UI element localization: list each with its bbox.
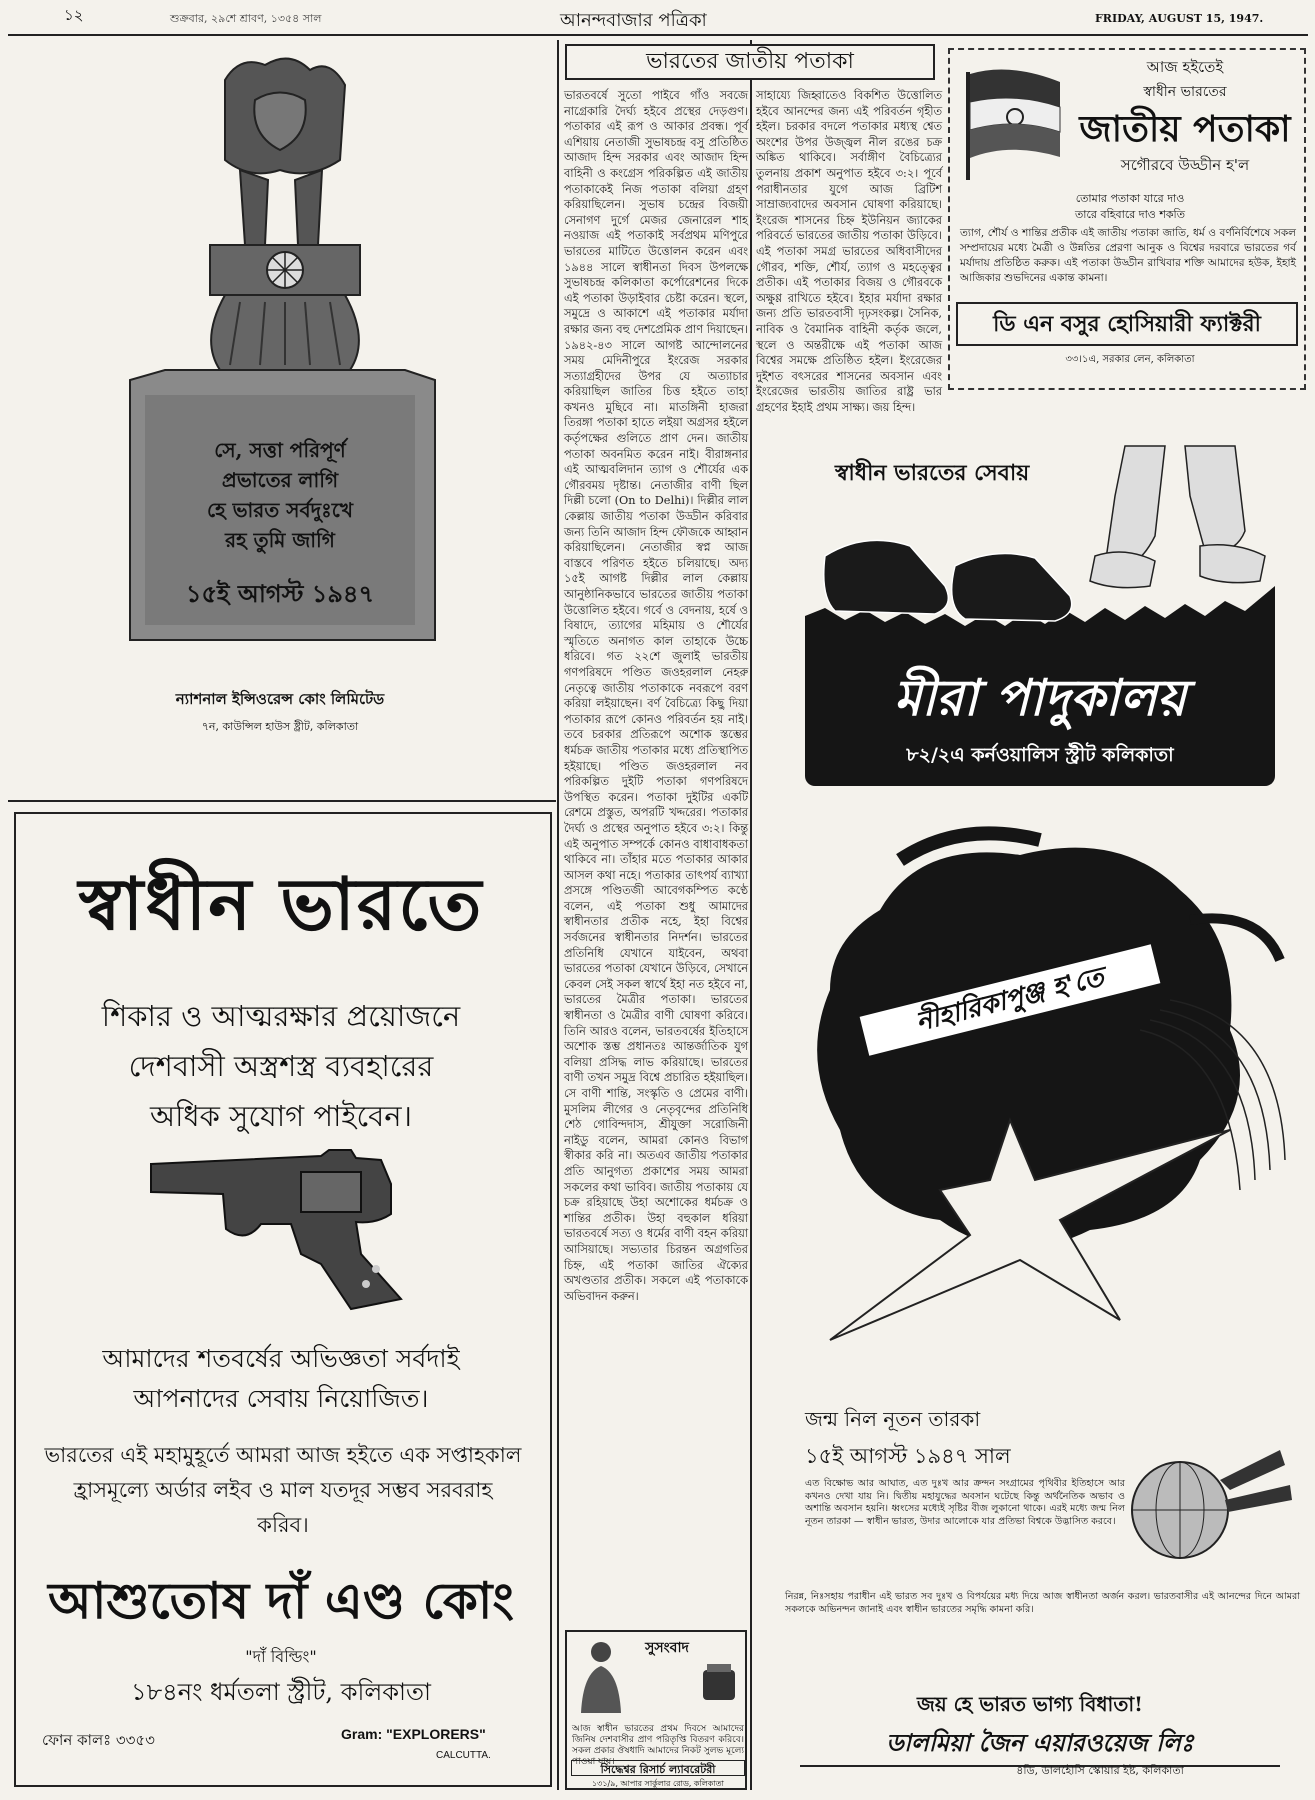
arms-dealer-ad <box>14 812 552 1787</box>
hosiery-address: ৩৩।১এ, সরকার লেন, কলিকাতা <box>1065 354 1195 365</box>
shoe-address: ৮২/২এ কর্নওয়ালিস স্ট্রীট কলিকাতা <box>906 744 1174 766</box>
dalmia-para-2: নিরন্ন, নিঃসহায় পরাধীন এই ভারত সব দুঃখ ও বিপর্যয়ের মধ্য দিয়ে আজ স্বাধীনতা অর্জন করল। ভারতবাসীর এই আনন্দের দিনে আমরা সকলকে অভিনন্দন জানাই এবং স্বাধীন ভারতের সমৃদ্ধি কামনা করি। <box>785 1591 1300 1615</box>
article-column-1: ভারতবর্ষে সুতো পাইবে গাঁও সবজে নাগ্রেকারি দৈর্ঘ্য হইবে প্রস্থের দেড়গুণ। পতাকার এই রূপ ও আকার প্রবন্ধ। পূর্ব এশিয়ায় নেতাজী সুভাষচন্দ্র বসু প্রতিষ্ঠিত আজাদ হিন্দ সরকার এবং আজাদ হিন্দ বাহিনী ও কংগ্রেস পরিকল্পিত এই জাতীয় পতাকাকেই নিজ পতাকা বলিয়া গ্রহণ করিয়াছিলেন। সুভাষ চন্দ্রের বিজয়ী সেনাগণ দুর্গে মেজর জেনারেল শাহ নওয়াজ এই পতাকাই সর্বপ্রথম মণিপুরে ভারতের মাটিতে উত্তোলন করেন এবং ১৯৪৪ সালে স্বাধীনতা দিবস উপলক্ষে সুভাষচন্দ্র কলিকাতা কর্পোরেশনের দিকে এই পতাকা উড়াইবার চেষ্টা করেন। স্থলে, সমুদ্রে ও আকাশে এই পতাকার মর্যাদা রক্ষার জন্য বহু দেশপ্রেমিক প্রাণ দিয়াছেন। ১৯৪২-৪৩ সালে আগষ্ট আন্দোলনের সময় মেদিনীপুরে ইংরেজ সরকার সত্যাগ্রহীদের উপর যে অত্যাচার করিয়াছিল জাতির চিত্ত হইতে তাহা কখনও মুছিবে না। মাতঙ্গিনী হাজরা তিরঙ্গা পতাকা হাতে লইয়া অগ্রসর হইলে কর্তৃপক্ষের গুলিতে প্রাণ দেন। জাতীয় পতাকা অবনমিত করেন নাই। বীরাঙ্গনার এই আত্মবলিদান ত্যাগ ও শৌর্যের এক গৌরবময় দৃষ্টান্ত। নেতাজীর বাণী ছিল দিল্লী চলো (On to Delhi)। দিল্লীর লাল কেল্লায় জাতীয় পতাকা উড্ডীন করিবার জন্য তিনি আজাদ হিন্দ ফৌজকে আহ্বান করিয়াছিলেন। নেতাজীর স্বপ্ন আজ বাস্তবে পরিণত হইতে চলিয়াছে। অদ্য ১৫ই আগষ্ট দিল্লীর লাল কেল্লায় আনুষ্ঠানিকভাবে ভারতের জাতীয় পতাকা উত্তোলিত হইবে। গর্বে ও বেদনায়, হর্ষে ও বিষাদে, ত্যাগের মহিমায় ও শৌর্যের স্মৃতিতে অনাগত কাল তাহাকে উচ্চে ধরিবে। গত ২২শে জুলাই ভারতীয় গণপরিষদে পণ্ডিত জওহরলাল নেহরু নেতৃত্বে জাতীয় পতাকাকে নবরূপে বরণ করিয়া লইয়াছেন। বর্ণ বৈচিত্র্যে কিছু দিয়া পতাকার রূপে কোনও পরিবর্তন হয় নাই। তবে চরকার প্রতিরূপে অশোক স্তম্ভের ধর্মচক্র জাতীয় পতাকার মধ্যে প্রতিস্থাপিত হইয়াছে। পণ্ডিত জওহরলাল নব পরিকল্পিত দুইটি পতাকা গণপরিষদে উপস্থিত করেন। পতাকা দুইটির একটি রেশমে প্রস্তুত, অপরটি খদ্দরের। পতাকার দৈর্ঘ্য ও প্রস্থের অনুপাত হইবে ৩:২। কিন্তু এই অনুপাত সম্পর্কে কোনও বাধাবাধকতা থাকিবে না। তাঁহার মতে পতাকার আকার আসল কথা নহে। পতাকার তাৎপর্য ব্যাখ্যা প্রসঙ্গে পণ্ডিতজী আবেগকম্পিত কণ্ঠে বলেন, এই পতাকা শুধু আমাদের স্বাধীনতার প্রতীক নহে, ইহা বিশ্বের সর্বজনের স্বাধীনতার নিদর্শন। ভারতের প্রতিনিধি যেখানে যাইবেন, অথবা ভারতের পতাকা যেখানে উড়িবে, সেখানে কেবল সেই সকল স্বার্থে ইহা নত হইবে না, ভারতের মৈত্রীর পতাকা। ভারতের স্বাধীনতা ও মৈত্রীর বাণী ঘোষণা করিবে। তিনি আরও বলেন, ভারতবর্ষের ইতিহাসে অশোক স্তম্ভ প্রধানতঃ আন্তর্জাতিক যুগ বলিয়া প্রসিদ্ধ লাভ করিয়াছে। ভারতের বাণী তখন সমুদ্র বিশ্বে প্রচারিত হইয়াছিল। সে বাণী শান্তি, সংস্কৃতি ও প্রেমের বাণী। মুসলিম লীগের ও নেতৃবৃন্দের প্রতিনিধি শেঠ গোবিন্দদাস, শ্রীযুক্তা সরোজিনী নাইডু বলেন, আমরা কোনও বিভাগ স্বীকার করি না। অতএব জাতীয় পতাকার প্রতি আনুগত্য প্রকাশের সময় আমরা সকলের কথা ভাবিব। জাতীয় পতাকায় যে চক্র রহিয়াছে উহা অশোকের ধর্মচক্র ও শান্তির প্রতীক। উহা বহুকাল ধরিয়া ভারতবর্ষে সত্য ও ধর্মের বাণী বহন করিয়া আসিয়াছে। সভ্যতার চিরন্তন অগ্রগতির চিহ্ন, এই পতাকা জাতির ঐক্যের অখণ্ডতার প্রতীক। সকলে এই পতাকাকে অভিবাদন করুন। <box>564 89 748 1303</box>
flag-ad-body: ত্যাগ, শৌর্য ও শান্তির প্রতীক এই জাতীয় পতাকা জাতি, ধর্ম ও বর্ণনির্বিশেষে সকল সম্প্রদায়ের মধ্যে মৈত্রী ও উন্নতির প্রেরণা আনুক ও বিশ্বের দরবারে ভারতের গর্ব মর্যাদায় প্রতিষ্ঠিত করুক। এই পতাকা উড্ডীন রাখিবার শক্তি আমাদের হউক, ইহাই আজিকার শুভদিনের একান্ত কামনা। <box>960 227 1296 284</box>
bengali-date: শুক্রবার, ২৯শে শ্রাবণ, ১৩৫৪ সাল <box>170 12 322 25</box>
plaque-line-2: প্রভাতের লাগি <box>221 468 339 492</box>
shoe-ad-headline: স্বাধীন ভারতের সেবায় <box>835 460 1030 486</box>
susangbad-body: আজ স্বাধীন ভারতের প্রথম দিবসে আমাদের জিনিষ দেশবাসীর প্রাণ পরিতৃপ্তি বিতরণ করিবে। সকল প্রকার ঔষধাদি আমাদের নিকট সুলভ মূল্যে পাওয়া যায়। <box>572 1724 744 1767</box>
arms-offer-1: ভারতের এই মহামুহূর্তে আমরা আজ হইতে এক সপ্তাহকাল <box>44 1443 522 1467</box>
arms-experience-1: আমাদের শতবর্ষের অভিজ্ঞতা সর্বদাই <box>102 1344 460 1373</box>
masthead: আনন্দবাজার পত্রিকা <box>560 10 707 31</box>
arms-offer-3: করিব। <box>257 1513 309 1537</box>
article-title: ভারতের জাতীয় পতাকা <box>565 44 935 80</box>
meera-shoe-ad <box>805 436 1275 786</box>
flag-icon <box>960 62 1070 182</box>
arms-experience-2: আপনাদের সেবায় নিয়োজিত। <box>133 1384 429 1413</box>
flag-ad-line-2: স্বাধীন ভারতের <box>1143 84 1227 100</box>
hosiery-company-name: ডি এন বসুর হোসিয়ারী ফ্যাক্টরী <box>956 302 1298 346</box>
plaque-line-1: সে, সত্তা পরিপূর্ণ <box>214 438 346 462</box>
insurance-company-name: ন্যাশনাল ইন্সিওরেন্স কোং লিমিটেড <box>175 690 385 708</box>
medicine-jar-icon <box>697 1662 741 1702</box>
dalmia-company: ডালমিয়া জৈন এয়ারওয়েজ লিঃ <box>800 1725 1280 1767</box>
arms-telegram: Gram: "EXPLORERS" <box>341 1726 486 1742</box>
national-insurance-ad <box>10 40 550 795</box>
flag-ad-line-1: আজ হইতেই <box>1146 58 1224 76</box>
header-rule <box>8 34 1308 36</box>
born-line: জন্ম নিল নূতন তারকা <box>805 1407 981 1431</box>
arms-ad-line-3: অধিক সুযোগ পাইবেন। <box>150 1099 412 1133</box>
dalmia-address: ৪ডি, ডালহৌসি স্কোয়ার ইষ্ট, কলিকাতা <box>1016 1764 1184 1777</box>
article-column-2: সাহায্যে জিহ্বাতেও বিকশিত উত্তোলিত হইবে আনন্দের জন্য এই পরিবর্তন গৃহীত হইল। চরকার বদলে পতাকার মধ্যস্থ শ্বেত অংশের উপর উজ্জ্বল নীল রঙের চক্র অঙ্কিত থাকিবে। সর্বাঙ্গীণ বৈচিত্র্যের তুলনায় প্রকাশ অনুপাত হইবে ৩:২। পূর্বে পরাধীনতার যুগে আজ ব্রিটিশ সাম্রাজ্যবাদের অবসান ঘোষণা করিয়াছে। ইংরেজ শাসনের চিহ্ন ইউনিয়ন জ্যাকের পরিবর্তে ভারতের জাতীয় পতাকা উড়িবে। এই পতাকা সমগ্র ভারতের অধিবাসীদের গৌরব, শক্তি, শৌর্য, ত্যাগ ও মহত্ত্বের প্রতীক। এই পতাকার বিজয় ও গৌরবকে অক্ষুণ্ণ রাখিতে হইবে। ইহার মর্যাদা রক্ষার জন্য প্রতি ভারতবাসী দৃঢ়সংকল্প। সৈনিক, নাবিক ও বৈমানিক বাহিনী কর্তৃক জলে, স্থলে ও অন্তরীক্ষে এই পতাকা আজ বিশ্বের সমক্ষে প্রতিষ্ঠিত হইল। ইংরেজের দুইশত বৎসরের শাসনের অবসান এবং ইংরেজের ভারতীয় জাতির রাষ্ট্র ভার গ্রহণের ইহাই প্রথম সাক্ষ্য। জয় হিন্দ। <box>756 89 942 414</box>
arms-city: CALCUTTA. <box>436 1750 491 1761</box>
flag-ad-quote-1: তোমার পতাকা যারে দাও <box>1075 192 1185 205</box>
column-rule-left <box>557 40 559 1790</box>
arms-phone: ফোন কালঃ ৩৩৫৩ <box>42 1731 155 1749</box>
arms-offer-2: হ্রাসমূল্যে অর্ডার লইব ও মাল যতদূর সম্ভব সরবরাহ <box>73 1478 493 1502</box>
plaque-line-4: রহ তুমি জাগি <box>225 528 335 552</box>
flag-ad-title: জাতীয় পতাকা <box>1079 108 1291 150</box>
arms-ad-headline: স্বাধীন ভারতে <box>78 861 484 946</box>
flag-ad-line-3: সগৌরবে উড্ডীন হ'ল <box>1120 156 1250 174</box>
susangbad-company: সিদ্ধেশ্বর রিসার্চ ল্যাবরেটরী <box>571 1760 745 1776</box>
arms-address: ১৮৪নং ধর্মতলা স্ট্রীট, কলিকাতা <box>131 1678 431 1706</box>
plaque-date: ১৫ই আগস্ট ১৯৪৭ <box>185 579 375 608</box>
dalmia-date: ১৫ই আগস্ট ১৯৪৭ সাল <box>805 1444 1011 1468</box>
english-date: FRIDAY, AUGUST 15, 1947. <box>1095 12 1264 25</box>
page-number: ১২ <box>64 6 84 24</box>
revolver-icon <box>151 1144 431 1314</box>
dalmia-para-1: এত বিক্ষোভ আর আঘাত, এত দুঃখ আর ক্রন্দন সংগ্রামের পৃথিবীর ইতিহাসে আর কখনও দেখা যায় নি। দ্বিতীয় মহাযুদ্ধের অবসান ঘটেছে কিন্তু অর্থনৈতিক অভাব ও অশান্তি অবসান হয়নি। ধ্বংসের মধ্যেই সৃষ্টির বীজ লুকানো থাকে। এরই মধ্যে জন্ম নিল নূতন তারকা — স্বাধীন ভারত, উদার আলোকে যার প্রতিভা বিশ্বকে উদ্ভাসিত করবে। <box>805 1478 1125 1527</box>
shoe-brand-name: মীরা পাদুকালয় <box>893 668 1187 727</box>
dalmia-airways-ad <box>760 800 1308 1790</box>
hosiery-flag-ad <box>948 48 1306 390</box>
dalmia-slogan: জয় হে ভারত ভাগ্য বিধাতা! <box>917 1692 1143 1716</box>
flag-ad-quote-2: তারে বহিবারে দাও শকতি <box>1075 208 1185 221</box>
arms-company-name: আশুতোষ দাঁ এণ্ড কোং <box>48 1571 514 1630</box>
column-rule-right <box>750 40 752 1790</box>
arms-ad-line-2: দেশবাসী অস্ত্রশস্ত্র ব্যবহারের <box>128 1049 434 1083</box>
plaque-line-3: হে ভারত সর্বদুঃখে <box>207 498 353 522</box>
nebula-banner: নীহারিকাপুঞ্জ হ'তে <box>860 944 1161 1055</box>
insurance-address: ৭ন, কাউন্সিল হাউস ষ্ট্রীট, কলিকাতা <box>201 720 359 733</box>
plaque-text <box>140 435 420 609</box>
section-rule-left <box>8 800 556 802</box>
susangbad-title: সুসংবাদ <box>645 1640 689 1656</box>
susangbad-ad <box>565 1630 747 1790</box>
seated-figure-icon <box>571 1638 631 1718</box>
susangbad-address: ১৩১/৯, আপার সার্কুলার রোড, কলিকাতা <box>591 1779 725 1788</box>
arms-building: "দাঁ বিল্ডিং" <box>245 1647 317 1666</box>
arms-ad-line-1: শিকার ও আত্মরক্ষার প্রয়োজনে <box>101 999 461 1033</box>
